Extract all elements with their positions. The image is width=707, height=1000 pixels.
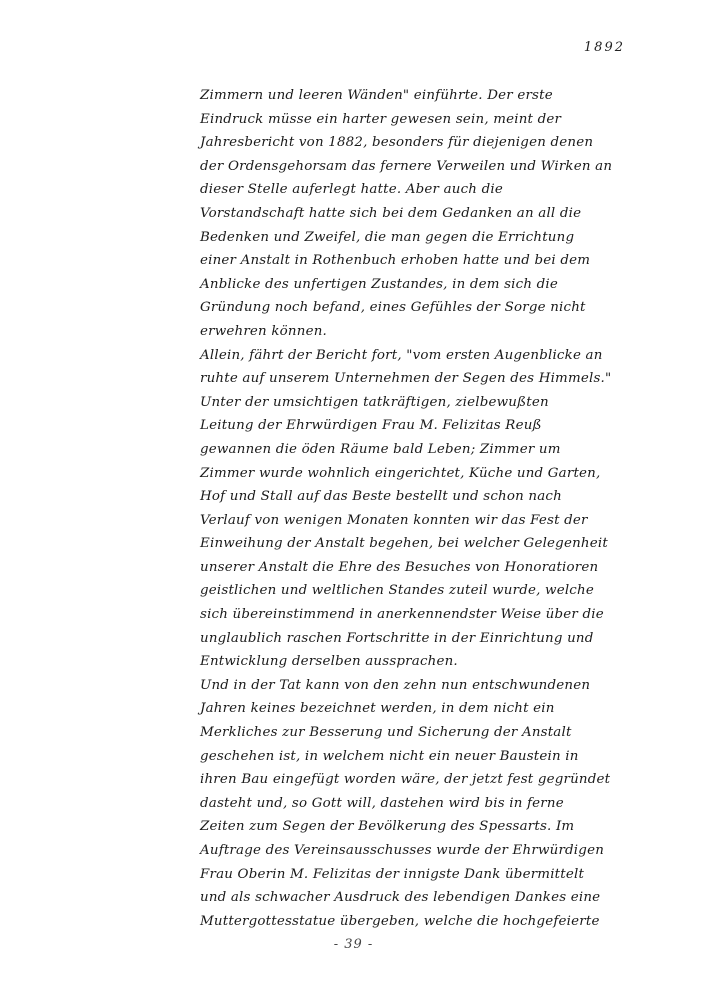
text-line: Zimmern und leeren Wänden" einführte. Der erste bbox=[200, 88, 553, 103]
text-line: Unter der umsichtigen tatkräftigen, zielbewußten bbox=[200, 394, 549, 410]
text-line: Vorstandschaft hatte sich bei dem Gedanken an all die bbox=[200, 205, 582, 221]
text-line: geistlichen und weltlichen Standes zuteil wurde, welche bbox=[200, 583, 594, 599]
text-line: Und in der Tat kann von den zehn nun entschwundenen bbox=[200, 677, 591, 693]
text-line: Muttergottesstatue übergeben, welche die hochgefeierte bbox=[200, 913, 600, 929]
text-line: Frau Oberin M. Felizitas der innigste Dank übermittelt bbox=[200, 866, 585, 882]
text-line: erwehren können. bbox=[200, 323, 327, 339]
text-line: unglaublich raschen Fortschritte in der Einrichtung und bbox=[200, 630, 594, 646]
text-line: unserer Anstalt die Ehre des Besuches von Honoratioren bbox=[200, 559, 599, 575]
text-line: Gründung noch befand, eines Gefühles der Sorge nicht bbox=[200, 300, 586, 316]
text-line: geschehen ist, in welchem nicht ein neuer Baustein in bbox=[200, 748, 579, 764]
text-line: Anblicke des unfertigen Zustandes, in dem sich die bbox=[200, 276, 559, 292]
page-number: - 39 - bbox=[333, 937, 374, 952]
text-line: und als schwacher Ausdruck des lebendigen Dankes eine bbox=[200, 890, 601, 906]
text-line: Zeiten zum Segen der Bevölkerung des Spessarts. Im bbox=[200, 819, 575, 835]
text-line: Jahren keines bezeichnet werden, in dem nicht ein bbox=[200, 701, 555, 717]
text-line: ruhte auf unserem Unternehmen der Segen des Himmels." bbox=[200, 371, 612, 387]
text-line: Verlauf von wenigen Monaten konnten wir das Fest der bbox=[200, 512, 588, 528]
text-line: Eindruck müsse ein harter gewesen sein, meint der bbox=[200, 111, 562, 127]
text-line: Bedenken und Zweifel, die man gegen die Errichtung bbox=[200, 229, 575, 245]
text-line: Leitung der Ehrwürdigen Frau M. Felizitas Reuß bbox=[200, 418, 542, 434]
text-line: Allein, fährt der Bericht fort, "vom ersten Augenblicke an bbox=[200, 347, 603, 363]
text-line: Merkliches zur Besserung und Sicherung der Anstalt bbox=[200, 725, 572, 741]
text-line: Entwicklung derselben aussprachen. bbox=[200, 654, 458, 670]
text-line: einer Anstalt in Rothenbuch erhoben hatte und bei dem bbox=[200, 253, 591, 269]
text-line: der Ordensgehorsam das fernere Verweilen und Wirken an bbox=[200, 158, 613, 174]
text-line: ihren Bau eingefügt worden wäre, der jetzt fest gegründet bbox=[200, 772, 611, 788]
text-line: gewannen die öden Räume bald Leben; Zimmer um bbox=[200, 441, 561, 457]
header-year: 1892 bbox=[583, 40, 625, 55]
text-line: dasteht und, so Gott will, dastehen wird bis in ferne bbox=[200, 795, 564, 811]
text-line: sich übereinstimmend in anerkennendster Weise über die bbox=[200, 607, 604, 623]
text-line: Hof und Stall auf das Beste bestellt und schon nach bbox=[200, 489, 562, 505]
text-line: Zimmer wurde wohnlich eingerichtet, Küche und Garten, bbox=[200, 465, 601, 481]
handwritten-text-block bbox=[200, 84, 630, 933]
text-line: Einweihung der Anstalt begehen, bei welcher Gelegenheit bbox=[200, 536, 608, 552]
text-line: Auftrage des Vereinsausschusses wurde der Ehrwürdigen bbox=[200, 843, 605, 858]
text-line: dieser Stelle auferlegt hatte. Aber auch die bbox=[200, 182, 503, 198]
text-line: Jahresbericht von 1882, besonders für diejenigen denen bbox=[200, 135, 594, 151]
